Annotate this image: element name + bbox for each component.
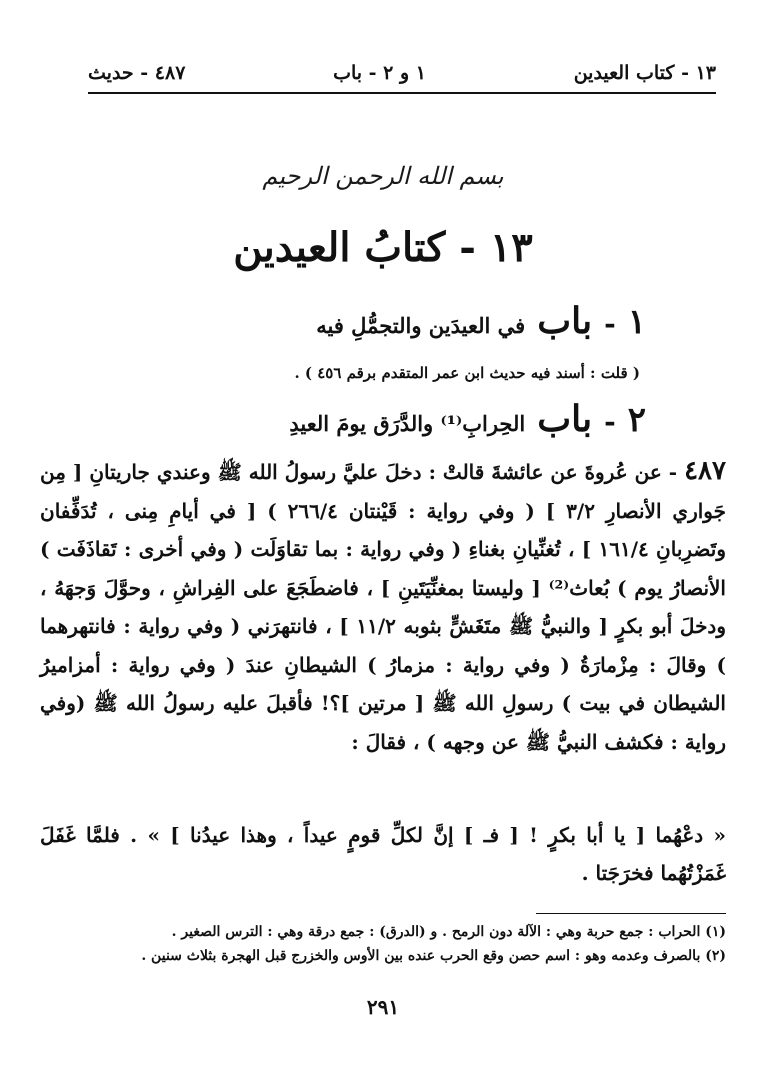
footnote-divider <box>536 913 726 914</box>
hadith-body: - عن عُروةَ عن عائشةَ قالتْ : دخلَ عليَّ رسولُ الله ﷺ وعندي جاريتانِ [ مِن جَواري الأنصارِ ٣/٢ ] ( وفي رواية : قَيْنتان ٢٦٦/٤ ) [ في أيامِ مِنى ، تُدَفِّفان وتَضرِبانِ ١٦١/٤ ] ، تُغنِّيانِ بغناءِ ( وفي رواية : بما تقاوَلَت ( وفي أخرى : تَقاذَفَت ) الأنصارُ يوم ) بُعاث⁽²⁾ [ وليستا بمغنِّيَتَينِ ] ، فاضطَجَعَ على الفِراشِ ، وحوَّلَ وَجهَهُ ، ودخلَ أبو بكرٍ [ والنبيُّ ﷺ متَغَشٍّ بثوبه ١١/٢ ] ، فانتهرَني ( وفي رواية : فانتهرهما ) وقالَ : مِزْمارَةُ ( وفي رواية : مزمارُ ) الشيطانِ عندَ ( وفي رواية : أمزاميرُ الشيطان في بيت ) رسولِ الله ﷺ [ مرتين ]؟! فأقبلَ عليه رسولُ الله ﷺ (وفي رواية : فكشف النبيُّ ﷺ عن وجهه ) ، فقالَ : <box>40 460 726 754</box>
footnotes <box>40 920 726 968</box>
book-title: ١٣ - كتابُ العيدين <box>233 224 533 271</box>
chapter-title: في العيدَين والتجمُّلِ فيه <box>316 313 526 338</box>
chapter-dash: - <box>604 405 616 438</box>
chapter-heading-1 <box>80 300 646 342</box>
running-header <box>88 58 716 88</box>
hadith-number: ٤٨٧ <box>684 456 726 486</box>
editor-note: ( قلت : أسند فيه حديث ابن عمر المتقدم برقم ٤٥٦ ) . <box>294 364 640 382</box>
footnote-2: (٢) بالصرف وعدمه وهو : اسم حصن وقع الحرب عنده بين الأوس والخزرج قبل الهجرة بثلاث سنين . <box>141 948 726 964</box>
header-chapters: ١ و ٢ - باب <box>333 62 427 84</box>
chapter-bab-word: باب <box>537 300 593 342</box>
header-hadith-number: ٤٨٧ - حديث <box>88 62 186 84</box>
chapter-dash: - <box>604 307 616 340</box>
chapter-number: ١ <box>627 302 646 342</box>
basmala-calligraphy: بسم الله الرحمن الرحيم <box>262 162 504 190</box>
page-number: ٢٩١ <box>366 995 400 1019</box>
header-book-title: ١٣ - كتاب العيدين <box>573 62 716 84</box>
chapter-number: ٢ <box>627 400 646 440</box>
chapter-title: الحِرابِ⁽¹⁾ والدَّرَق يومَ العيدِ <box>289 411 526 436</box>
hadith-quote: « دعْهُما [ يا أبا بكرٍ ! [ فـ ] إنَّ لكلِّ قومٍ عيداً ، وهذا عيدُنا ] » . فلمَّا غَفَلَ غَمَزْتُهُما فخرَجَتا . <box>40 823 727 885</box>
footnote-1: (١) الحراب : جمع حربة وهي : الآلة دون الرمح . و (الدرق) : جمع درقة وهي : الترس الصغير . <box>171 924 726 940</box>
chapter-bab-word: باب <box>537 398 593 440</box>
header-divider <box>88 92 716 94</box>
chapter-heading-2 <box>80 398 646 440</box>
hadith-text <box>40 452 726 761</box>
